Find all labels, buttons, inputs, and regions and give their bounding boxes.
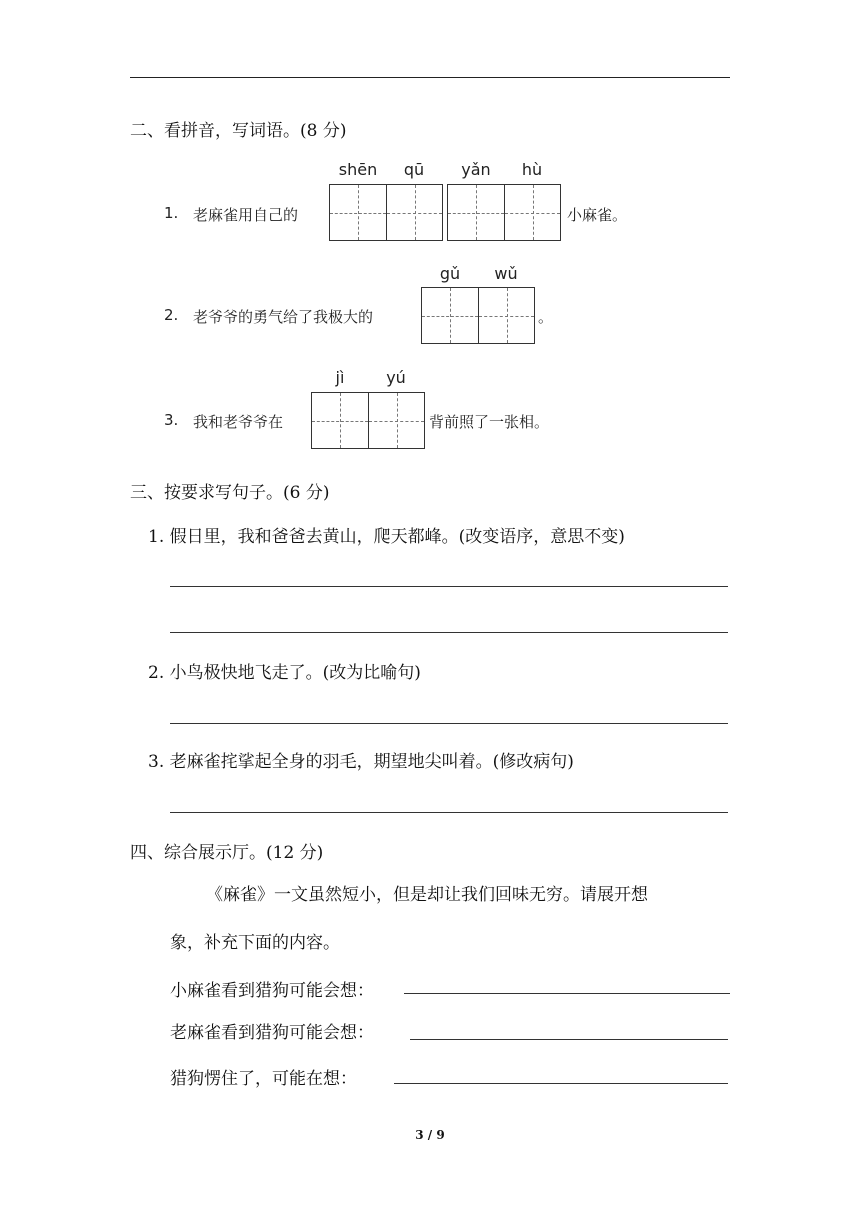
item-3-3-text: 老麻雀挓挲起全身的羽毛，期望地尖叫着。: [169, 752, 493, 772]
item-3-2-question: [148, 658, 421, 683]
item-2-2-after: 。: [538, 308, 554, 326]
grid-cell[interactable]: [368, 393, 424, 448]
answer-line[interactable]: [170, 723, 728, 724]
page-number: 3 / 9: [415, 1128, 445, 1142]
top-rule: [130, 77, 730, 78]
answer-line[interactable]: [170, 812, 728, 813]
pinyin-wu: wǔ: [494, 264, 518, 283]
item-3-1-hint: (改变语序，意思不变): [458, 527, 625, 547]
answer-line[interactable]: [170, 586, 728, 587]
answer-line[interactable]: [410, 1039, 728, 1040]
item-2-3-after: 背前照了一张相。: [429, 413, 550, 431]
item-3-1-text: 假日里，我和爸爸去黄山，爬天都峰。: [169, 527, 459, 547]
item-2-1-before: 老麻雀用自己的: [193, 206, 299, 224]
pinyin-yu: yú: [386, 368, 406, 387]
tianzige-box-1a[interactable]: [329, 184, 443, 241]
item-3-3-number: 3.: [148, 752, 165, 772]
item-3-1-question: [148, 522, 625, 547]
item-2-3-number: 3.: [164, 411, 179, 429]
section-3-title: 三、按要求写句子。(6 分): [130, 483, 330, 503]
tianzige-box-3[interactable]: [311, 392, 425, 449]
grid-cell[interactable]: [422, 288, 478, 343]
answer-line[interactable]: [394, 1083, 728, 1084]
answer-line[interactable]: [404, 993, 730, 994]
prompt-old-sparrow: 老麻雀看到猎狗可能会想：: [170, 1023, 374, 1043]
pinyin-hu: hù: [521, 160, 543, 179]
grid-cell[interactable]: [330, 185, 386, 240]
prompt-hound: 猎狗愣住了，可能在想：: [170, 1069, 357, 1089]
item-3-2-hint: (改为比喻句): [322, 663, 421, 683]
answer-line[interactable]: [170, 632, 728, 633]
pinyin-gu: gǔ: [439, 264, 461, 283]
item-2-1-number: 1.: [164, 204, 179, 222]
prompt-little-sparrow: 小麻雀看到猎狗可能会想：: [170, 981, 374, 1001]
item-3-1-number: 1.: [148, 527, 165, 547]
pinyin-yan: yǎn: [461, 160, 491, 179]
item-2-3-before: 我和老爷爷在: [193, 413, 284, 431]
pinyin-ji: jì: [335, 368, 345, 387]
pinyin-shen: shēn: [338, 160, 378, 179]
section-2-title: 二、看拼音，写词语。(8 分): [130, 121, 347, 141]
item-3-2-number: 2.: [148, 663, 165, 683]
item-2-2-before: 老爷爷的勇气给了我极大的: [193, 308, 374, 326]
item-3-3-hint: (修改病句): [492, 752, 574, 772]
item-3-2-text: 小鸟极快地飞走了。: [169, 663, 323, 683]
tianzige-box-2[interactable]: [421, 287, 535, 344]
grid-cell[interactable]: [478, 288, 534, 343]
item-3-3-question: [148, 747, 574, 772]
section-4-paragraph-line-2: 象，补充下面的内容。: [170, 933, 340, 953]
grid-cell[interactable]: [386, 185, 442, 240]
item-2-2-number: 2.: [164, 306, 179, 324]
section-4-paragraph-line-1: 《麻雀》一文虽然短小，但是却让我们回味无穷。请展开想: [206, 885, 648, 905]
grid-cell[interactable]: [312, 393, 368, 448]
tianzige-box-1b[interactable]: [447, 184, 561, 241]
grid-cell[interactable]: [504, 185, 560, 240]
item-2-1-after: 小麻雀。: [567, 206, 628, 224]
pinyin-qu: qū: [403, 160, 425, 179]
section-4-title: 四、综合展示厅。(12 分): [130, 843, 324, 863]
grid-cell[interactable]: [448, 185, 504, 240]
